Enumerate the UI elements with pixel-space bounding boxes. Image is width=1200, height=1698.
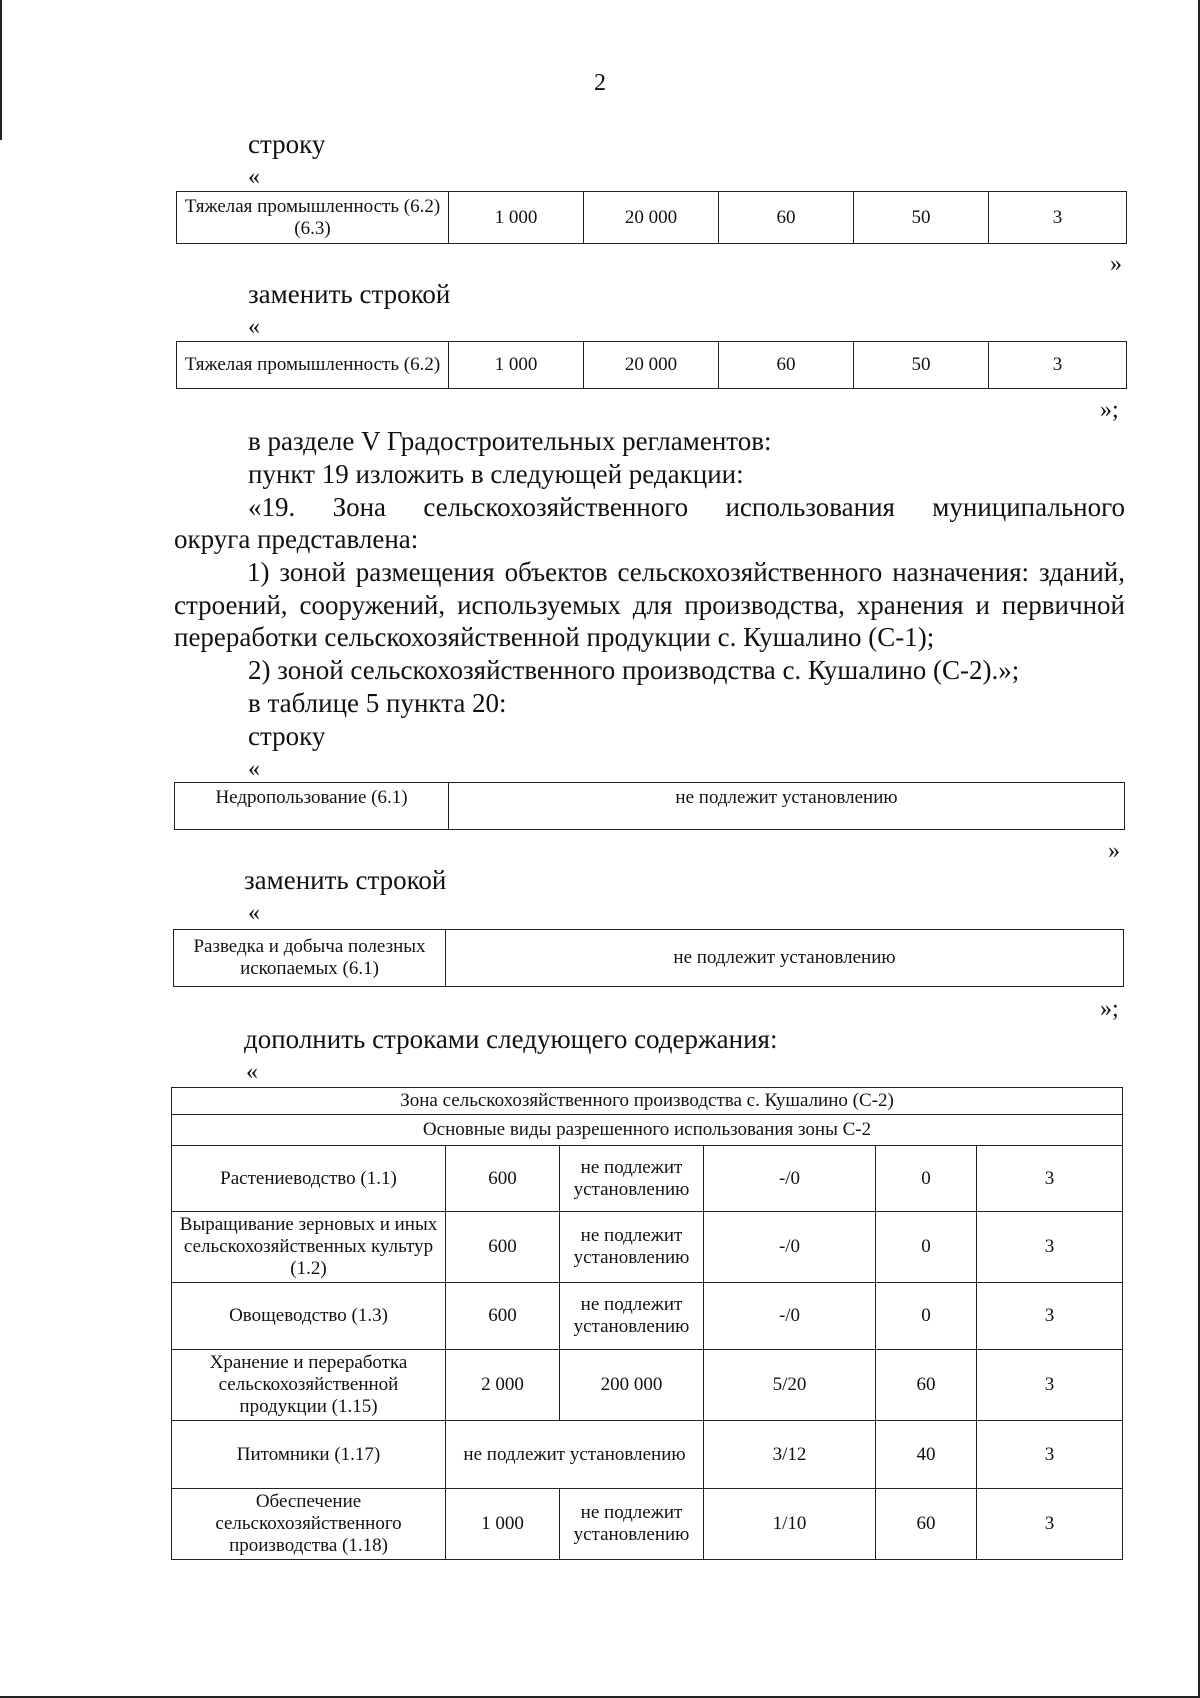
table-row <box>177 192 1127 244</box>
table-old-row-subsoil-use <box>174 782 1125 830</box>
table-cell: 0 <box>876 1146 977 1212</box>
table-row <box>175 783 1125 830</box>
zone-title: Зона сельскохозяйственного производства с. Кушалино (С-2) <box>172 1088 1123 1115</box>
table-cell: 50 <box>854 192 989 244</box>
table-cell: 3 <box>989 342 1127 389</box>
table-cell: 60 <box>876 1489 977 1560</box>
table-old-row-heavy-industry <box>176 191 1127 244</box>
table-cell: 50 <box>854 342 989 389</box>
table-cell: 3/12 <box>704 1421 876 1489</box>
table-cell: 0 <box>876 1212 977 1283</box>
table-cell: 3 <box>977 1283 1123 1350</box>
close-quote-semicolon: »; <box>1100 996 1119 1022</box>
instruction-line: заменить строкой <box>248 279 451 309</box>
table-cell: 1 000 <box>446 1489 560 1560</box>
table-cell-name: Разведка и добыча полезных ископаемых (6.1) <box>174 930 446 987</box>
close-quote: » <box>1110 251 1122 277</box>
table-cell: 0 <box>876 1283 977 1350</box>
table-cell: 60 <box>719 192 854 244</box>
table-cell: не подлежит установлению <box>449 783 1125 830</box>
table-cell: 40 <box>876 1421 977 1489</box>
table-cell: не подлежит установлению <box>560 1489 704 1560</box>
open-quote: « <box>248 756 260 782</box>
table-cell: 3 <box>977 1421 1123 1489</box>
clause-item-1: 1) зоной размещения объектов сельскохозяйственного назначения: зданий, строений, сооружений, используемых для производства, хранения и первичной переработки сельскохозяйственной продукции с. Кушалино (С-1); <box>174 557 1125 652</box>
table-cell: 3 <box>977 1350 1123 1421</box>
close-quote-semicolon: »; <box>1100 397 1119 423</box>
table-cell: 20 000 <box>584 192 719 244</box>
table-cell: не подлежит установлению <box>560 1146 704 1212</box>
page-number: 2 <box>594 70 606 96</box>
zone-subtitle: Основные виды разрешенного использования зоны С-2 <box>172 1115 1123 1146</box>
table-cell-name: Овощеводство (1.3) <box>172 1283 446 1350</box>
table-cell-name: Питомники (1.17) <box>172 1421 446 1489</box>
clause-intro: пункт 19 изложить в следующей редакции: <box>248 459 744 489</box>
table-cell: 60 <box>876 1350 977 1421</box>
table-cell: 3 <box>977 1489 1123 1560</box>
table-cell: не подлежит установлению <box>560 1212 704 1283</box>
table-new-row-mineral-extraction <box>173 929 1124 987</box>
table-row <box>172 1489 1123 1560</box>
open-quote: « <box>248 900 260 926</box>
table5-intro: в таблице 5 пункта 20: <box>248 688 507 718</box>
table-cell: 5/20 <box>704 1350 876 1421</box>
section-heading: в разделе V Градостроительных регламентов: <box>248 426 772 456</box>
table-cell: 60 <box>719 342 854 389</box>
table-cell-name: Хранение и переработка сельскохозяйственной продукции (1.15) <box>172 1350 446 1421</box>
table-cell: 3 <box>989 192 1127 244</box>
table-cell-name: Тяжелая промышленность (6.2) (6.3) <box>177 192 449 244</box>
instruction-line: строку <box>248 129 326 159</box>
table-row <box>172 1146 1123 1212</box>
table-cell: 2 000 <box>446 1350 560 1421</box>
table-row <box>172 1088 1123 1115</box>
clause-text-end: округа представлена: <box>174 524 419 554</box>
open-quote: « <box>248 164 260 190</box>
table-cell: 20 000 <box>584 342 719 389</box>
table-row <box>172 1283 1123 1350</box>
table-cell: 200 000 <box>560 1350 704 1421</box>
table-cell: 1 000 <box>449 342 584 389</box>
table-cell-name: Обеспечение сельскохозяйственного производства (1.18) <box>172 1489 446 1560</box>
clause-text-start: «19. Зона сельскохозяйственного использования муниципального <box>248 492 1125 522</box>
open-quote: « <box>248 314 260 340</box>
table-cell: 600 <box>446 1283 560 1350</box>
table-cell-name: Недропользование (6.1) <box>175 783 449 830</box>
table-row <box>172 1350 1123 1421</box>
table-row <box>174 930 1124 987</box>
close-quote: » <box>1108 838 1120 864</box>
table-row <box>172 1212 1123 1283</box>
table-cell: 600 <box>446 1146 560 1212</box>
table-cell: -/0 <box>704 1212 876 1283</box>
table-cell: 3 <box>977 1146 1123 1212</box>
table-cell-name: Тяжелая промышленность (6.2) <box>177 342 449 389</box>
table-cell: не подлежит установлению <box>446 930 1124 987</box>
table-cell-merged: не подлежит установлению <box>446 1421 704 1489</box>
table-cell: не подлежит установлению <box>560 1283 704 1350</box>
table-cell-name: Выращивание зерновых и иных сельскохозяйственных культур (1.2) <box>172 1212 446 1283</box>
open-quote: « <box>246 1059 258 1085</box>
table-cell-name: Растениеводство (1.1) <box>172 1146 446 1212</box>
table-row <box>172 1421 1123 1489</box>
clause-item-2: 2) зоной сельскохозяйственного производства с. Кушалино (С-2).»; <box>248 655 1020 685</box>
table-cell: 1 000 <box>449 192 584 244</box>
table-row <box>177 342 1127 389</box>
table-cell: -/0 <box>704 1283 876 1350</box>
table-cell: 600 <box>446 1212 560 1283</box>
instruction-line: строку <box>248 721 326 751</box>
table-row <box>172 1115 1123 1146</box>
table-cell: 3 <box>977 1212 1123 1283</box>
table-cell: -/0 <box>704 1146 876 1212</box>
table-agricultural-zone <box>171 1087 1123 1560</box>
add-rows-intro: дополнить строками следующего содержания: <box>244 1024 778 1054</box>
table-new-row-heavy-industry <box>176 341 1127 389</box>
table-cell: 1/10 <box>704 1489 876 1560</box>
instruction-line: заменить строкой <box>244 865 447 895</box>
